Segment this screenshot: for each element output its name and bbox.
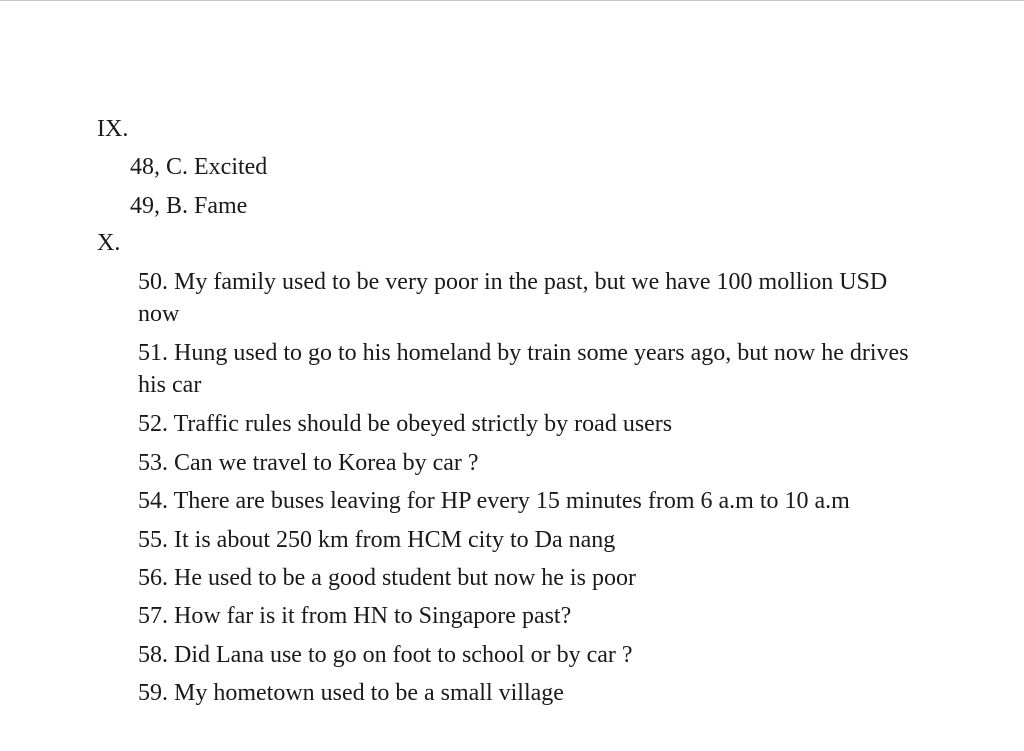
section-heading-x: X.: [97, 230, 121, 256]
answer-51: 51. Hung used to go to his homeland by train some years ago, but now he drives his car: [138, 340, 909, 398]
answer-52: 52. Traffic rules should be obeyed strictly by road users: [138, 411, 673, 437]
answer-55: 55. It is about 250 km from HCM city to Da nang: [138, 527, 616, 553]
answer-59: 59. My hometown used to be a small village: [138, 680, 564, 706]
answer-53: 53. Can we travel to Korea by car ?: [138, 450, 479, 476]
answer-48: 48, C. Excited: [130, 154, 268, 180]
section-heading-ix: IX.: [97, 116, 129, 142]
answer-57: 57. How far is it from HN to Singapore past?: [138, 603, 572, 629]
answer-58: 58. Did Lana use to go on foot to school or by car ?: [138, 642, 633, 668]
answer-50: 50. My family used to be very poor in the past, but we have 100 mollion USD now: [138, 269, 888, 327]
answer-49: 49, B. Fame: [130, 193, 248, 219]
answer-54: 54. There are buses leaving for HP every 15 minutes from 6 a.m to 10 a.m: [138, 488, 850, 514]
answer-56: 56. He used to be a good student but now he is poor: [138, 565, 636, 591]
